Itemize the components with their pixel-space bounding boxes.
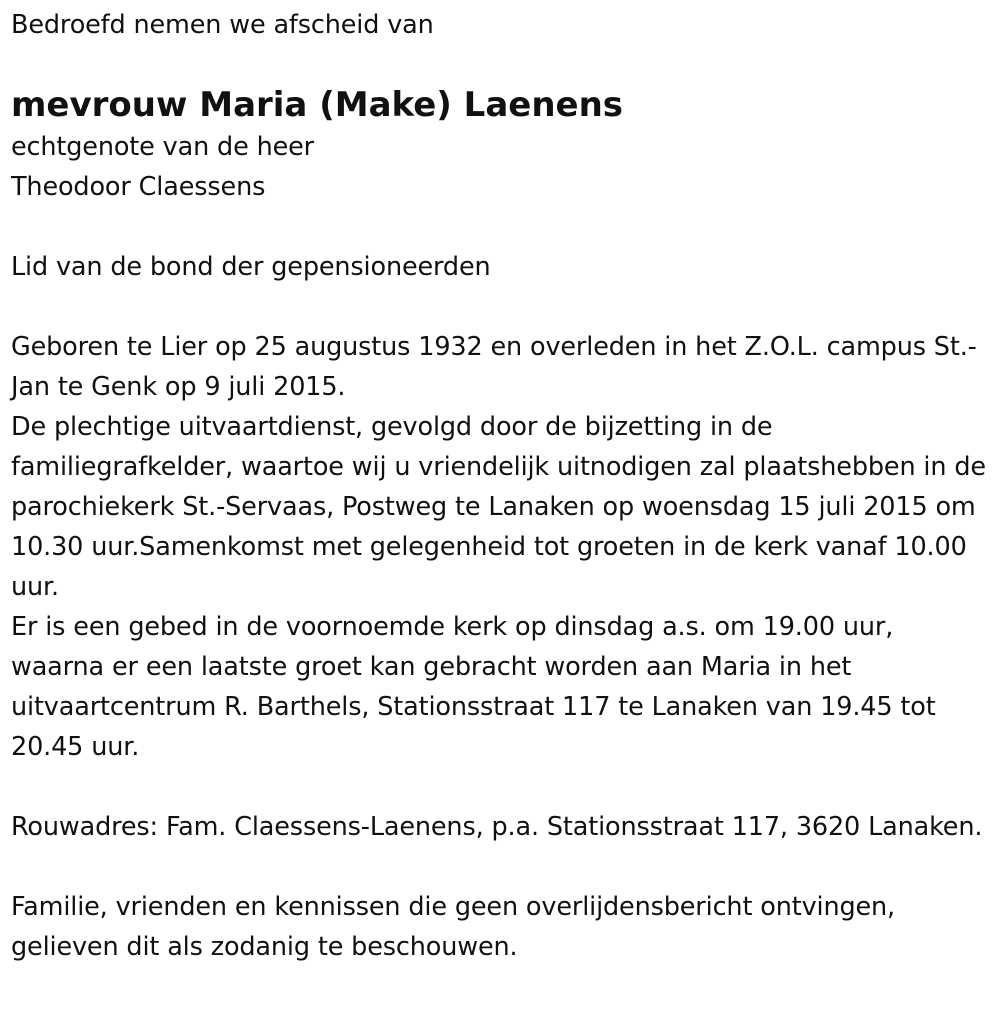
spacer xyxy=(11,287,986,327)
spouse-line-1: echtgenote van de heer xyxy=(11,132,314,162)
intro-line: Bedroefd nemen we afscheid van xyxy=(11,10,434,40)
funeral-paragraph: De plechtige uitvaartdienst, gevolgd door de bijzetting in de familiegrafkelder, waartoe wij u vriendelijk uitnodigen zal plaatshebben in de parochiekerk St.-Servaas, Postweg te Lanaken op woensdag 15 juli 2015 om 10.30 uur.Samenkomst met gelegenheid tot groeten in de kerk vanaf 10.00 uur. xyxy=(11,412,986,602)
death-notice xyxy=(11,5,986,967)
spacer xyxy=(11,207,986,247)
membership-line: Lid van de bond der gepensioneerden xyxy=(11,252,491,282)
birth-death-paragraph: Geboren te Lier op 25 augustus 1932 en overleden in het Z.O.L. campus St.-Jan te Genk op 9 juli 2015. xyxy=(11,332,977,402)
spacer xyxy=(11,847,986,887)
spouse-line-2: Theodoor Claessens xyxy=(11,172,266,202)
closing-paragraph: Familie, vrienden en kennissen die geen overlijdensbericht ontvingen, gelieven dit als zodanig te beschouwen. xyxy=(11,892,895,962)
spacer xyxy=(11,767,986,807)
deceased-name: mevrouw Maria (Make) Laenens xyxy=(11,85,624,125)
prayer-paragraph: Er is een gebed in de voornoemde kerk op dinsdag a.s. om 19.00 uur, waarna er een laatste groet kan gebracht worden aan Maria in het uitvaartcentrum R. Barthels, Stationsstraat 117 te Lanaken van 19.45 tot 20.45 uur. xyxy=(11,612,936,762)
mourning-address: Rouwadres: Fam. Claessens-Laenens, p.a. Stationsstraat 117, 3620 Lanaken. xyxy=(11,812,983,842)
